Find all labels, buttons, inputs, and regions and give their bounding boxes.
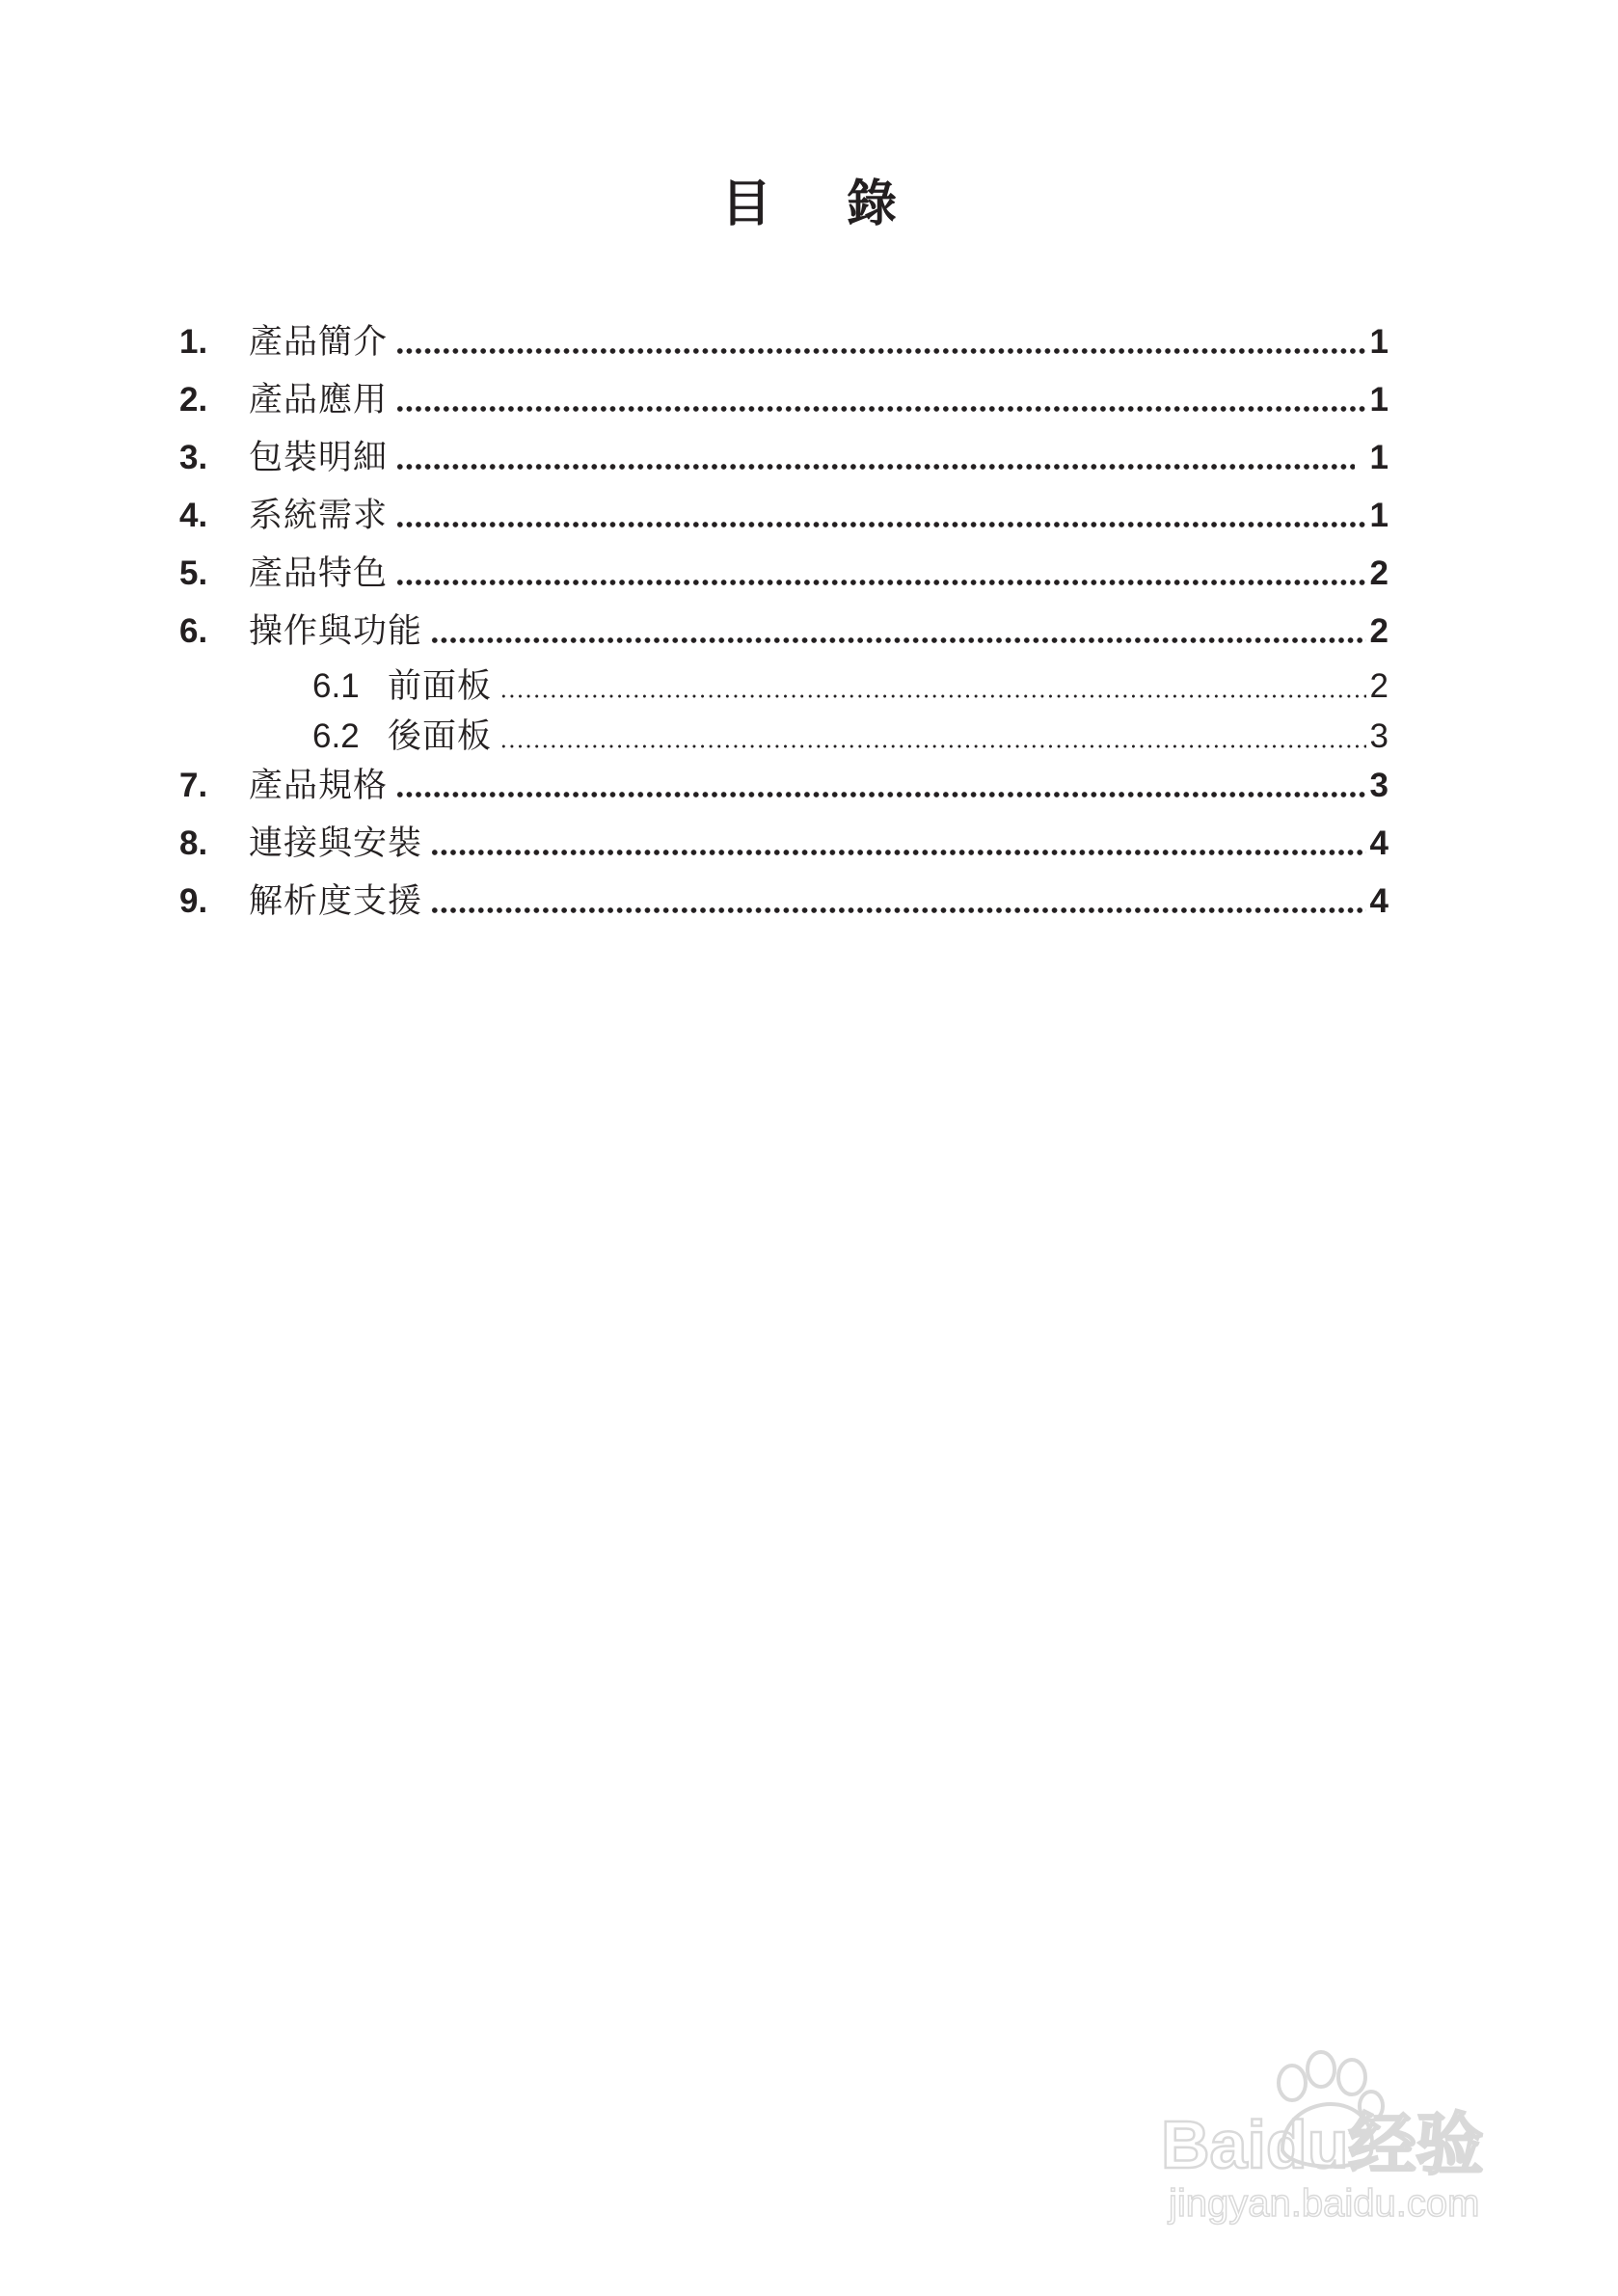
- toc-entry-page: 4: [1369, 882, 1389, 920]
- toc-entry-number: 1.: [179, 323, 208, 361]
- toc-entry-page: 1: [1369, 439, 1389, 476]
- toc-entry-number: 2.: [179, 381, 208, 419]
- toc-entry[interactable]: [179, 878, 1389, 926]
- toc-entry-number: 6.: [179, 612, 208, 650]
- toc-entry-label: 連接與安裝: [249, 824, 423, 863]
- dot-leader: [430, 850, 1366, 855]
- dot-leader: [499, 693, 1366, 699]
- toc-entry[interactable]: [179, 608, 1389, 656]
- dot-leader: [430, 907, 1366, 913]
- toc-entry-label: 操作與功能: [249, 612, 423, 651]
- toc-entry-page: 2: [1369, 612, 1389, 650]
- toc-entry-number: 4.: [179, 497, 208, 534]
- baidu-jingyan-watermark: [1147, 2044, 1552, 2228]
- toc-subentry[interactable]: [312, 663, 1389, 710]
- watermark-brand: Baidu经验: [1161, 2107, 1484, 2182]
- toc-entry[interactable]: [179, 434, 1389, 482]
- page-title: 目 錄: [720, 176, 927, 233]
- toc-entry-label: 產品應用: [249, 381, 389, 419]
- toc-entry-page: 1: [1369, 381, 1389, 419]
- toc-entry-label: 產品特色: [249, 554, 389, 593]
- toc-entry[interactable]: [179, 820, 1389, 868]
- toc-entry[interactable]: [179, 376, 1389, 424]
- toc-entry-page: 1: [1369, 323, 1389, 361]
- toc-entry-label: 產品規格: [249, 767, 389, 805]
- dot-leader: [395, 348, 1366, 354]
- toc-entry-label: 系統需求: [249, 497, 389, 535]
- toc-entry-number: 9.: [179, 882, 208, 920]
- toc-entry[interactable]: [179, 550, 1389, 598]
- dot-leader: [430, 637, 1366, 643]
- watermark-url: jingyan.baidu.com: [1169, 2182, 1480, 2225]
- toc-subentry[interactable]: [312, 714, 1389, 760]
- toc-entry-number: 7.: [179, 767, 208, 804]
- toc-entry-label: 前面板: [388, 667, 493, 706]
- dot-leader: [395, 464, 1355, 470]
- toc-entry-label: 後面板: [388, 717, 493, 756]
- toc-entry-label: 包裝明細: [249, 439, 389, 477]
- dot-leader: [395, 522, 1366, 527]
- toc-entry-number: 8.: [179, 824, 208, 862]
- toc-entry-page: 4: [1369, 824, 1389, 862]
- toc-entry[interactable]: [179, 492, 1389, 540]
- toc-entry[interactable]: [179, 762, 1389, 810]
- dot-leader: [499, 743, 1366, 749]
- toc-entry-page: 2: [1369, 667, 1389, 705]
- toc-entry-page: 3: [1369, 767, 1389, 804]
- dot-leader: [395, 792, 1366, 797]
- toc-entry-label: 解析度支援: [249, 882, 423, 921]
- toc-entry-number: 5.: [179, 554, 208, 592]
- toc-entry-number: 6.2: [312, 717, 360, 755]
- dot-leader: [395, 406, 1366, 412]
- toc-entry-number: 3.: [179, 439, 208, 476]
- toc-entry-page: 1: [1369, 497, 1389, 534]
- dot-leader: [395, 580, 1366, 585]
- toc-entry-number: 6.1: [312, 667, 360, 705]
- toc-entry[interactable]: [179, 318, 1389, 366]
- toc-entry-page: 2: [1369, 554, 1389, 592]
- toc-entry-page: 3: [1369, 717, 1389, 755]
- toc-entry-label: 產品簡介: [249, 323, 389, 362]
